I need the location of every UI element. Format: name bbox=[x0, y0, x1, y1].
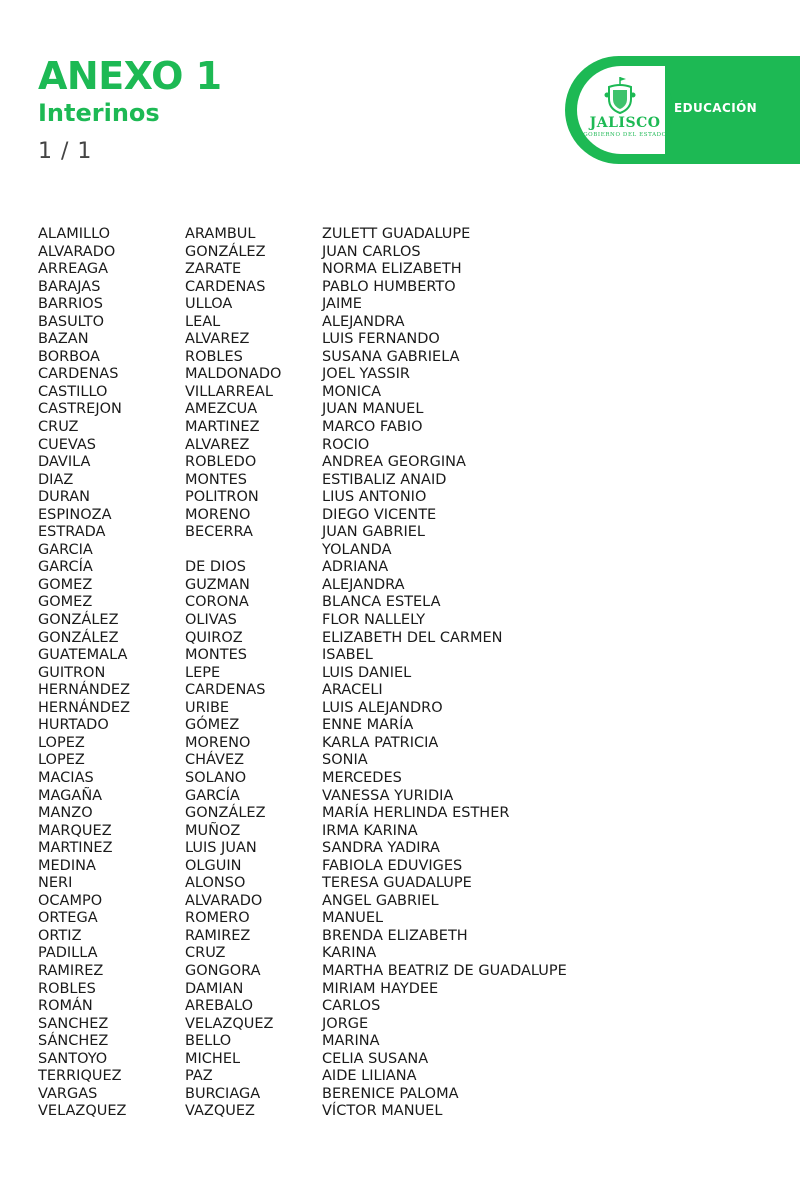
given-name-cell: FLOR NALLELY bbox=[322, 612, 426, 629]
first-surname-cell: BASULTO bbox=[38, 313, 105, 330]
second-surname-cell: MONTES bbox=[185, 647, 247, 664]
first-surname-cell: LOPEZ bbox=[38, 734, 85, 751]
first-surname-cell: VARGAS bbox=[38, 1085, 98, 1102]
second-surname-cell: BELLO bbox=[185, 1033, 232, 1050]
first-surname-cell: BARRIOS bbox=[38, 296, 103, 313]
table-row bbox=[38, 805, 638, 823]
second-surname-cell: ROBLEDO bbox=[185, 454, 257, 471]
given-name-cell: PABLO HUMBERTO bbox=[322, 278, 456, 295]
page-indicator: 1 / 1 bbox=[38, 139, 93, 164]
table-row bbox=[38, 630, 638, 648]
table-row bbox=[38, 612, 638, 630]
table-row bbox=[38, 963, 638, 981]
given-name-cell: BERENICE PALOMA bbox=[322, 1085, 459, 1102]
second-surname-cell: CARDENAS bbox=[185, 682, 266, 699]
table-row bbox=[38, 542, 638, 560]
second-surname-cell: CHÁVEZ bbox=[185, 752, 245, 769]
first-surname-cell: GUITRON bbox=[38, 664, 106, 681]
second-surname-cell: SOLANO bbox=[185, 769, 247, 786]
given-name-cell: JUAN CARLOS bbox=[322, 243, 421, 260]
first-surname-cell: BARAJAS bbox=[38, 278, 101, 295]
given-name-cell: JOEL YASSIR bbox=[322, 366, 410, 383]
second-surname-cell: ROBLES bbox=[185, 348, 243, 365]
first-surname-cell: BAZAN bbox=[38, 331, 89, 348]
first-surname-cell: ROBLES bbox=[38, 980, 96, 997]
second-surname-cell: MARTINEZ bbox=[185, 419, 260, 436]
given-name-cell: ELIZABETH DEL CARMEN bbox=[322, 629, 503, 646]
second-surname-cell: ARAMBUL bbox=[185, 226, 256, 242]
table-row bbox=[38, 331, 638, 349]
second-surname-cell: ALONSO bbox=[185, 875, 246, 892]
table-row bbox=[38, 998, 638, 1016]
given-name-cell: ENNE MARÍA bbox=[322, 717, 414, 734]
given-name-cell: ARACELI bbox=[322, 682, 383, 699]
first-surname-cell: TERRIQUEZ bbox=[38, 1068, 122, 1085]
given-name-cell: LUIS FERNANDO bbox=[322, 331, 440, 348]
document-subtitle: Interinos bbox=[38, 99, 160, 127]
given-name-cell: IRMA KARINA bbox=[322, 822, 418, 839]
second-surname-cell: QUIROZ bbox=[185, 629, 243, 646]
table-row bbox=[38, 875, 638, 893]
table-row bbox=[38, 279, 638, 297]
first-surname-cell: BORBOA bbox=[38, 348, 100, 365]
logo-wordmark: JALISCO bbox=[589, 115, 661, 131]
first-surname-cell: ALAMILLO bbox=[38, 226, 111, 242]
given-name-cell: NORMA ELIZABETH bbox=[322, 261, 462, 278]
given-name-cell: ALEJANDRA bbox=[322, 313, 405, 330]
first-surname-cell: HURTADO bbox=[38, 717, 109, 734]
second-surname-cell: GONZÁLEZ bbox=[185, 243, 266, 260]
table-row bbox=[38, 647, 638, 665]
given-name-cell: AIDE LILIANA bbox=[322, 1068, 417, 1085]
first-surname-cell: GOMEZ bbox=[38, 594, 93, 611]
given-name-cell: JUAN GABRIEL bbox=[322, 524, 425, 541]
table-row bbox=[38, 910, 638, 928]
first-surname-cell: SANTOYO bbox=[38, 1050, 108, 1067]
second-surname-cell: URIBE bbox=[185, 699, 230, 716]
table-row bbox=[38, 858, 638, 876]
first-surname-cell: GUATEMALA bbox=[38, 647, 128, 664]
first-surname-cell: GONZÁLEZ bbox=[38, 629, 119, 646]
first-surname-cell: NERI bbox=[38, 875, 73, 892]
first-surname-cell: ALVARADO bbox=[38, 243, 116, 260]
table-row bbox=[38, 559, 638, 577]
first-surname-cell: DURAN bbox=[38, 489, 91, 506]
second-surname-cell: ULLOA bbox=[185, 296, 233, 313]
table-row bbox=[38, 489, 638, 507]
table-row bbox=[38, 261, 638, 279]
table-row bbox=[38, 823, 638, 841]
first-surname-cell: CASTILLO bbox=[38, 383, 108, 400]
given-name-cell: MARCO FABIO bbox=[322, 419, 423, 436]
first-surname-cell: GARCIA bbox=[38, 541, 93, 558]
table-row bbox=[38, 717, 638, 735]
second-surname-cell: LEAL bbox=[185, 313, 221, 330]
given-name-cell: ESTIBALIZ ANAID bbox=[322, 471, 447, 488]
first-surname-cell: SANCHEZ bbox=[38, 1015, 109, 1032]
first-surname-cell: PADILLA bbox=[38, 945, 98, 962]
second-surname-cell: ROMERO bbox=[185, 910, 250, 927]
first-surname-cell: MANZO bbox=[38, 805, 93, 822]
given-name-cell: KARINA bbox=[322, 945, 377, 962]
table-row bbox=[38, 770, 638, 788]
table-row bbox=[38, 454, 638, 472]
second-surname-cell: VELAZQUEZ bbox=[185, 1015, 274, 1032]
first-surname-cell: SÁNCHEZ bbox=[38, 1033, 109, 1050]
first-surname-cell: GOMEZ bbox=[38, 576, 93, 593]
table-row bbox=[38, 893, 638, 911]
second-surname-cell: MALDONADO bbox=[185, 366, 282, 383]
given-name-cell: JORGE bbox=[322, 1015, 369, 1032]
table-row bbox=[38, 524, 638, 542]
first-surname-cell: HERNÁNDEZ bbox=[38, 682, 131, 699]
table-row bbox=[38, 1016, 638, 1034]
second-surname-cell: BURCIAGA bbox=[185, 1085, 261, 1102]
given-name-cell: ANGEL GABRIEL bbox=[322, 892, 439, 909]
first-surname-cell: MACIAS bbox=[38, 769, 94, 786]
table-row bbox=[38, 1033, 638, 1051]
second-surname-cell: LUIS JUAN bbox=[185, 840, 257, 857]
first-surname-cell: LOPEZ bbox=[38, 752, 85, 769]
given-name-cell: ALEJANDRA bbox=[322, 576, 405, 593]
first-surname-cell: CRUZ bbox=[38, 419, 79, 436]
table-row bbox=[38, 594, 638, 612]
table-row bbox=[38, 384, 638, 402]
first-surname-cell: DIAZ bbox=[38, 471, 74, 488]
table-row bbox=[38, 472, 638, 490]
first-surname-cell: ROMÁN bbox=[38, 998, 93, 1015]
table-row bbox=[38, 401, 638, 419]
first-surname-cell: ESPINOZA bbox=[38, 506, 112, 523]
first-surname-cell: MEDINA bbox=[38, 857, 96, 874]
second-surname-cell: GUZMAN bbox=[185, 576, 250, 593]
table-row bbox=[38, 1068, 638, 1086]
table-row bbox=[38, 735, 638, 753]
first-surname-cell: GONZÁLEZ bbox=[38, 612, 119, 629]
given-name-cell: SUSANA GABRIELA bbox=[322, 348, 460, 365]
given-name-cell: ISABEL bbox=[322, 647, 373, 664]
second-surname-cell: POLITRON bbox=[185, 489, 259, 506]
table-row bbox=[38, 752, 638, 770]
given-name-cell: LUIS DANIEL bbox=[322, 664, 412, 681]
department-label: EDUCACIÓN bbox=[674, 101, 758, 115]
table-row bbox=[38, 945, 638, 963]
second-surname-cell: ALVARADO bbox=[185, 892, 263, 909]
given-name-cell: MARTHA BEATRIZ DE GUADALUPE bbox=[322, 962, 567, 979]
second-surname-cell: AMEZCUA bbox=[185, 401, 258, 418]
given-name-cell: MIRIAM HAYDEE bbox=[322, 980, 439, 997]
given-name-cell: LIUS ANTONIO bbox=[322, 489, 427, 506]
second-surname-cell: DE DIOS bbox=[185, 559, 246, 576]
table-row bbox=[38, 366, 638, 384]
first-surname-cell: VELAZQUEZ bbox=[38, 1103, 127, 1120]
given-name-cell: MONICA bbox=[322, 383, 382, 400]
given-name-cell: YOLANDA bbox=[322, 541, 392, 558]
second-surname-cell: GÓMEZ bbox=[185, 717, 240, 734]
given-name-cell: MARÍA HERLINDA ESTHER bbox=[322, 805, 510, 822]
given-name-cell: MARINA bbox=[322, 1033, 380, 1050]
first-surname-cell: GARCÍA bbox=[38, 559, 93, 576]
table-row bbox=[38, 788, 638, 806]
table-row bbox=[38, 840, 638, 858]
first-surname-cell: ORTIZ bbox=[38, 927, 82, 944]
given-name-cell: BLANCA ESTELA bbox=[322, 594, 441, 611]
table-row bbox=[38, 349, 638, 367]
table-row bbox=[38, 981, 638, 999]
table-row bbox=[38, 682, 638, 700]
given-name-cell: VANESSA YURIDIA bbox=[322, 787, 454, 804]
given-name-cell: BRENDA ELIZABETH bbox=[322, 927, 468, 944]
given-name-cell: CARLOS bbox=[322, 998, 381, 1015]
table-row bbox=[38, 1051, 638, 1069]
second-surname-cell: CARDENAS bbox=[185, 278, 266, 295]
second-surname-cell: VAZQUEZ bbox=[185, 1103, 255, 1120]
first-surname-cell: ESTRADA bbox=[38, 524, 106, 541]
given-name-cell: DIEGO VICENTE bbox=[322, 506, 437, 523]
second-surname-cell: ALVAREZ bbox=[185, 331, 250, 348]
table-row bbox=[38, 577, 638, 595]
second-surname-cell: BECERRA bbox=[185, 524, 253, 541]
given-name-cell: LUIS ALEJANDRO bbox=[322, 699, 443, 716]
given-name-cell: ROCIO bbox=[322, 436, 370, 453]
table-row bbox=[38, 1086, 638, 1104]
second-surname-cell: VILLARREAL bbox=[185, 383, 273, 400]
table-row bbox=[38, 244, 638, 262]
second-surname-cell: ALVAREZ bbox=[185, 436, 250, 453]
given-name-cell: SANDRA YADIRA bbox=[322, 840, 440, 857]
second-surname-cell: GONGORA bbox=[185, 962, 261, 979]
given-name-cell: KARLA PATRICIA bbox=[322, 734, 439, 751]
names-table bbox=[38, 226, 638, 1121]
second-surname-cell: MONTES bbox=[185, 471, 247, 488]
given-name-cell: ZULETT GUADALUPE bbox=[322, 226, 471, 242]
table-row bbox=[38, 437, 638, 455]
first-surname-cell: OCAMPO bbox=[38, 892, 103, 909]
second-surname-cell: AREBALO bbox=[185, 998, 253, 1015]
given-name-cell: JUAN MANUEL bbox=[322, 401, 424, 418]
table-row bbox=[38, 296, 638, 314]
crest-icon bbox=[604, 75, 636, 115]
table-row bbox=[38, 700, 638, 718]
first-surname-cell: CASTREJON bbox=[38, 401, 122, 418]
first-surname-cell: HERNÁNDEZ bbox=[38, 699, 131, 716]
table-row bbox=[38, 226, 638, 244]
given-name-cell: TERESA GUADALUPE bbox=[322, 875, 472, 892]
logo-tagline: GOBIERNO DEL ESTADO bbox=[583, 132, 667, 138]
second-surname-cell: RAMIREZ bbox=[185, 927, 251, 944]
given-name-cell: ADRIANA bbox=[322, 559, 389, 576]
second-surname-cell: CORONA bbox=[185, 594, 249, 611]
second-surname-cell: OLIVAS bbox=[185, 612, 237, 629]
given-name-cell: ANDREA GEORGINA bbox=[322, 454, 466, 471]
first-surname-cell: RAMIREZ bbox=[38, 962, 104, 979]
second-surname-cell: OLGUIN bbox=[185, 857, 242, 874]
table-row bbox=[38, 665, 638, 683]
given-name-cell: SONIA bbox=[322, 752, 368, 769]
second-surname-cell: GONZÁLEZ bbox=[185, 805, 266, 822]
first-surname-cell: MARQUEZ bbox=[38, 822, 112, 839]
second-surname-cell: DAMIAN bbox=[185, 980, 244, 997]
first-surname-cell: ARREAGA bbox=[38, 261, 109, 278]
second-surname-cell: ZARATE bbox=[185, 261, 242, 278]
second-surname-cell: GARCÍA bbox=[185, 787, 240, 804]
table-row bbox=[38, 928, 638, 946]
second-surname-cell: MORENO bbox=[185, 734, 251, 751]
table-row bbox=[38, 314, 638, 332]
given-name-cell: MANUEL bbox=[322, 910, 384, 927]
table-row bbox=[38, 1103, 638, 1121]
first-surname-cell: CARDENAS bbox=[38, 366, 119, 383]
second-surname-cell: MUÑOZ bbox=[185, 822, 241, 839]
first-surname-cell: MARTINEZ bbox=[38, 840, 113, 857]
given-name-cell: JAIME bbox=[322, 296, 362, 313]
given-name-cell: VÍCTOR MANUEL bbox=[322, 1103, 443, 1120]
first-surname-cell: MAGAÑA bbox=[38, 787, 103, 804]
given-name-cell: FABIOLA EDUVIGES bbox=[322, 857, 463, 874]
second-surname-cell: LEPE bbox=[185, 664, 221, 681]
second-surname-cell: MICHEL bbox=[185, 1050, 241, 1067]
given-name-cell: MERCEDES bbox=[322, 769, 402, 786]
second-surname-cell: PAZ bbox=[185, 1068, 213, 1085]
first-surname-cell: DAVILA bbox=[38, 454, 91, 471]
table-row bbox=[38, 419, 638, 437]
first-surname-cell: CUEVAS bbox=[38, 436, 97, 453]
second-surname-cell: MORENO bbox=[185, 506, 251, 523]
table-row bbox=[38, 507, 638, 525]
second-surname-cell: CRUZ bbox=[185, 945, 226, 962]
first-surname-cell: ORTEGA bbox=[38, 910, 98, 927]
document-title: ANEXO 1 bbox=[38, 54, 222, 98]
given-name-cell: CELIA SUSANA bbox=[322, 1050, 429, 1067]
